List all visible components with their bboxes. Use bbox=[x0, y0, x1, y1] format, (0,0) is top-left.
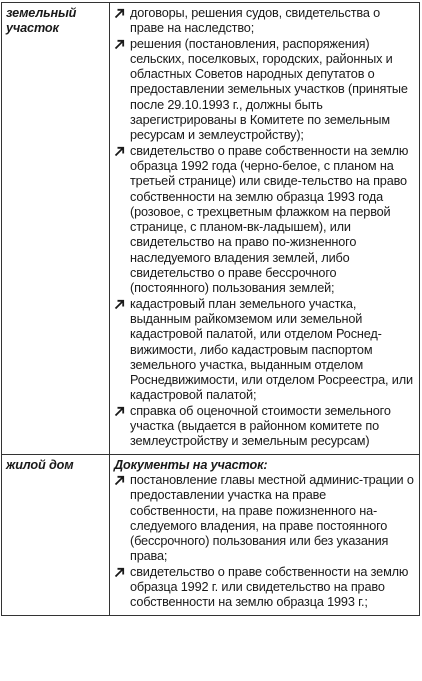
section-heading: Документы на участок: bbox=[114, 457, 268, 472]
documents-table bbox=[1, 2, 420, 616]
list-item-text: справка об оценочной стоимости земельного участка (выдается в районном комитете по землеустройству и земельным ресурсам) bbox=[130, 403, 391, 449]
list-item-text: свидетельство о праве собственности на землю образца 1992 года (черно-белое, с планом на третьей странице) или свиде-тельство на право собственности на землю образца 1993 года (розовое, с трехцветным флажком на первой странице, с планом-вк-ладышем), или свидетельство на право по-жизненного наследуемого владения землей, либо свидетельство о праве бессрочного (постоянного) пользования землей; bbox=[130, 143, 409, 296]
row-content-land-plot bbox=[110, 3, 420, 455]
row-label-land-plot: земельный участок bbox=[2, 3, 110, 455]
list-item-text: постановление главы местной админис-трации о предоставлении участка на праве собственности, на праве пожизненного на-следуемого владения, на праве постоянного (бессрочного) пользования или без указания права; bbox=[130, 472, 414, 564]
list-item bbox=[114, 404, 415, 450]
row-label-house: жилой дом bbox=[2, 454, 110, 615]
arrow-up-right-icon bbox=[114, 146, 126, 158]
row-content-house bbox=[110, 454, 420, 615]
list-item bbox=[114, 565, 415, 611]
arrow-up-right-icon bbox=[114, 406, 126, 418]
arrow-up-right-icon bbox=[114, 567, 126, 579]
arrow-up-right-icon bbox=[114, 299, 126, 311]
list-item-text: договоры, решения судов, свидетельства о праве на наследство; bbox=[130, 6, 381, 36]
list-item bbox=[114, 297, 415, 404]
list-item-text: решения (постановления, распоряжения) сельских, поселковых, городских, районных и областных Советов народных депутатов о предоставлении земельных участков (принятые после 29.10.1993 г., должны быть зарегистрированы в Комитете по земельным ресурсам и землеустройству); bbox=[130, 36, 408, 143]
list-item-text: свидетельство о праве собственности на землю образца 1992 г. или свидетельство на право собственности на землю образца 1993 г.; bbox=[130, 564, 409, 610]
list-item bbox=[114, 473, 415, 565]
table-row-house bbox=[2, 454, 420, 615]
list-item bbox=[114, 37, 415, 144]
arrow-up-right-icon bbox=[114, 8, 126, 20]
list-item bbox=[114, 144, 415, 297]
table-row-land-plot bbox=[2, 3, 420, 455]
arrow-up-right-icon bbox=[114, 475, 126, 487]
list-item-text: кадастровый план земельного участка, выданным райкомземом или земельной кадастровой палатой, или отделом Роснед-вижимости, либо кадастровым паспортом земельного участка, выданным отделом Роснедвижимости, или отделом Росреестра, или кадастровой палатой; bbox=[130, 296, 413, 403]
arrow-up-right-icon bbox=[114, 39, 126, 51]
list-item bbox=[114, 6, 415, 37]
